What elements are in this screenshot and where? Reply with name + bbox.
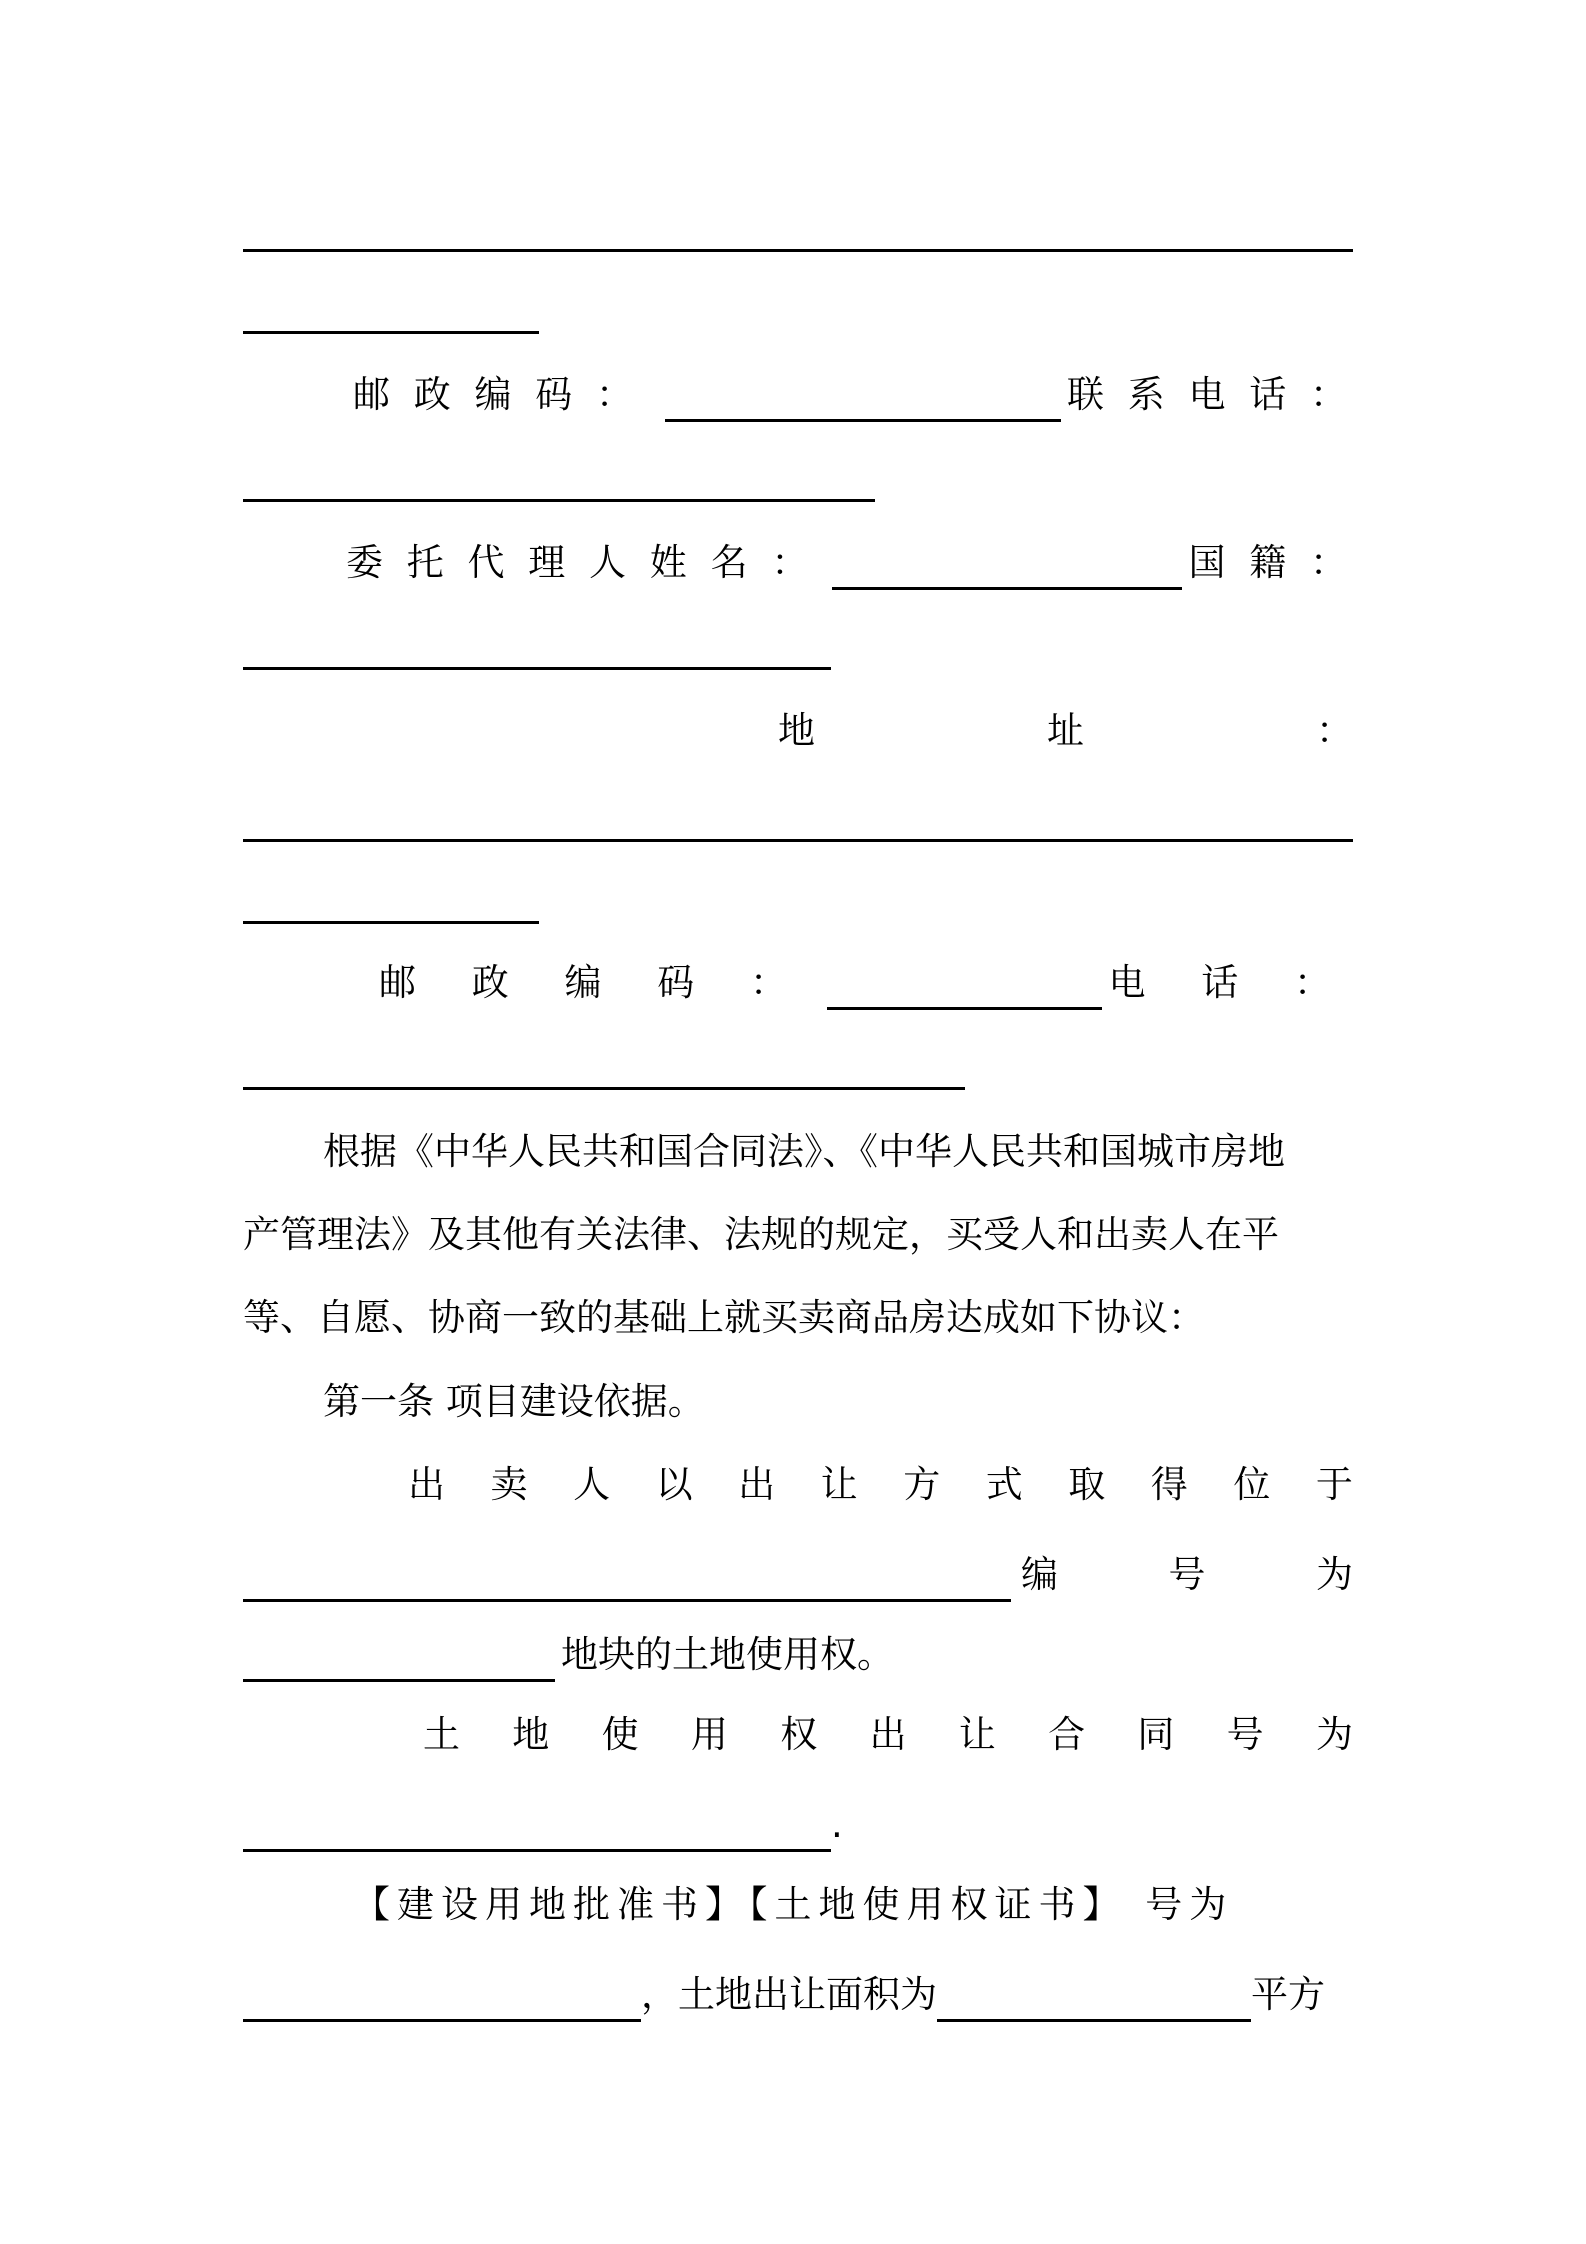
agent-name-field[interactable] <box>832 587 1182 590</box>
address-blank-line-1[interactable] <box>243 190 1353 260</box>
phone-blank-line[interactable] <box>243 440 1353 510</box>
address-char-2: 址 <box>1047 709 1084 752</box>
contract-number-row <box>243 1790 1353 1860</box>
basis-line-3: 等、自愿、协商一致的基础上就买卖商品房达成如下协议： <box>243 1296 1205 1339</box>
postcode-label: 邮 政 编 码 ： <box>353 373 640 416</box>
postcode-phone-row-2 <box>243 948 1353 1018</box>
contract-char: 用 <box>690 1713 728 1756</box>
agent-address-blank-2[interactable] <box>243 862 1353 932</box>
agent-postcode-label: 邮 政 编 码 ： <box>379 961 810 1004</box>
nationality-label: 国 籍 ： <box>1188 541 1353 584</box>
postcode-field[interactable] <box>665 419 1061 422</box>
contract-char: 号 <box>1226 1713 1264 1756</box>
location-number-row <box>243 1540 1353 1610</box>
area-row <box>243 1960 1353 2030</box>
agent-address-blank-1[interactable] <box>243 780 1353 850</box>
approval-line <box>243 1870 1353 1940</box>
seller-char: 取 <box>1068 1463 1106 1506</box>
seller-char: 卖 <box>490 1463 528 1506</box>
contract-number-field[interactable] <box>243 1849 831 1852</box>
seller-char: 方 <box>903 1463 941 1506</box>
contract-char: 权 <box>780 1713 818 1756</box>
contract-char: 为 <box>1315 1713 1353 1756</box>
agent-row <box>243 528 1353 598</box>
parcel-number-field[interactable] <box>243 1679 555 1682</box>
area-unit: 平方 <box>1251 1973 1325 2016</box>
contract-char: 出 <box>869 1713 907 1756</box>
agent-address-row <box>243 696 1353 766</box>
basis-line-1: 根据《中华人民共和国合同法》、《中华人民共和国城市房地 <box>323 1130 1285 1173</box>
agent-phone-label: 电 话 ： <box>1108 961 1353 1004</box>
seller-line <box>243 1450 1353 1520</box>
contract-end-period: . <box>831 1803 843 1846</box>
number-char: 编 <box>1021 1553 1058 1596</box>
parcel-row <box>243 1620 1353 1690</box>
phone-label: 联 系 电 话 ： <box>1066 373 1353 416</box>
seller-char: 位 <box>1233 1463 1271 1506</box>
address-char-1: 地 <box>778 709 815 752</box>
nationality-blank-line[interactable] <box>243 608 1353 678</box>
approval-text: 【建设用地批准书】【土地使用权证书】 号为 <box>353 1883 1234 1926</box>
seller-char: 人 <box>573 1463 611 1506</box>
agent-phone-blank-line[interactable] <box>243 1028 1353 1098</box>
seller-char: 于 <box>1315 1463 1353 1506</box>
contract-char: 地 <box>512 1713 550 1756</box>
seller-char: 让 <box>820 1463 858 1506</box>
contract-number-line <box>243 1700 1353 1770</box>
article-1-heading <box>243 1360 1353 1443</box>
seller-char: 出 <box>738 1463 776 1506</box>
contract-char: 合 <box>1048 1713 1086 1756</box>
area-label: ，土地出让面积为 <box>641 1973 937 2016</box>
basis-paragraph <box>243 1110 1353 1359</box>
land-use-suffix: 地块的土地使用权。 <box>561 1633 894 1676</box>
agent-name-label: 委 托 代 理 人 姓 名 ： <box>346 541 815 584</box>
number-char: 为 <box>1316 1553 1353 1596</box>
seller-char: 以 <box>655 1463 693 1506</box>
article-1-heading-text: 第一条 项目建设依据。 <box>323 1380 705 1423</box>
contract-char: 使 <box>601 1713 639 1756</box>
contract-char: 让 <box>958 1713 996 1756</box>
seller-char: 式 <box>985 1463 1023 1506</box>
contract-char: 土 <box>423 1713 460 1756</box>
seller-char: 出 <box>408 1463 445 1506</box>
address-colon: ： <box>1316 709 1353 752</box>
seller-char: 得 <box>1150 1463 1188 1506</box>
area-field[interactable] <box>937 2019 1251 2022</box>
number-char: 号 <box>1168 1553 1206 1596</box>
postcode-phone-row-1 <box>243 360 1353 430</box>
contract-char: 同 <box>1137 1713 1175 1756</box>
number-label-group <box>1011 1540 1353 1610</box>
approval-number-field[interactable] <box>243 2019 641 2022</box>
address-blank-line-2[interactable] <box>243 272 1353 342</box>
basis-line-2: 产管理法》及其他有关法律、法规的规定，买受人和出卖人在平 <box>243 1213 1279 1256</box>
agent-postcode-field[interactable] <box>827 1007 1102 1010</box>
location-field[interactable] <box>243 1599 1011 1602</box>
